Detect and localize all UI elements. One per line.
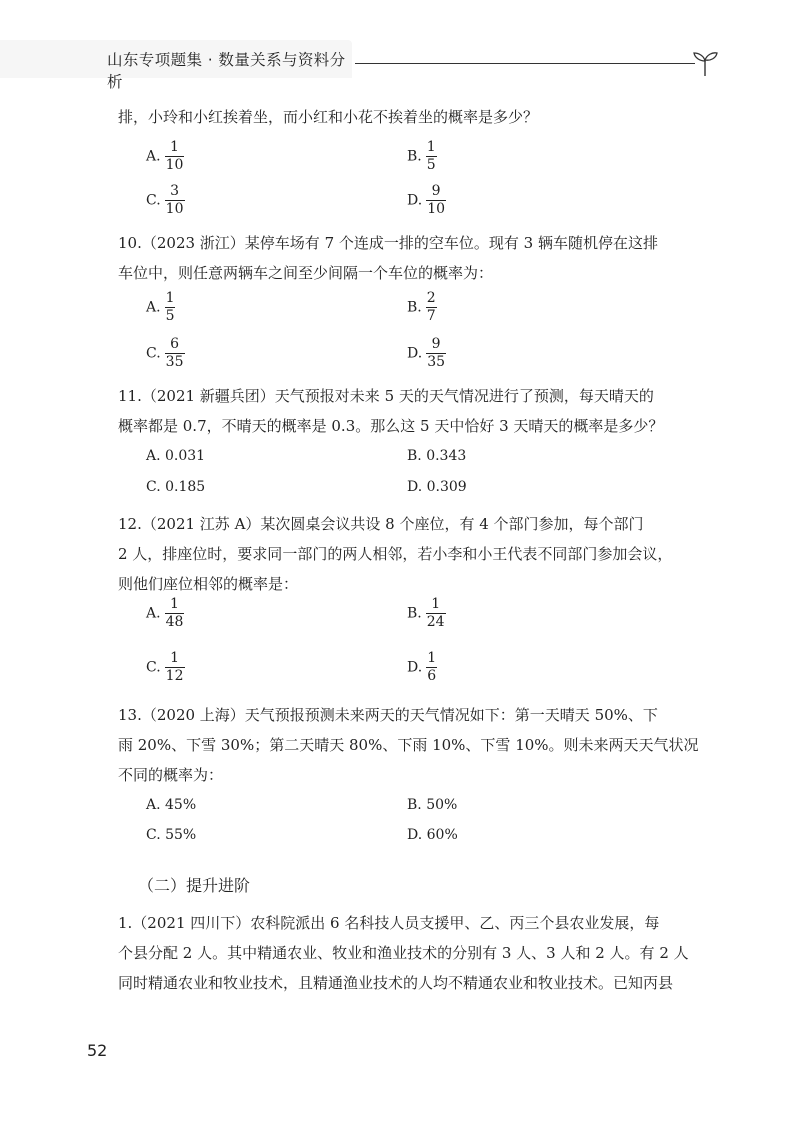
- q12-option-c: C. $\frac{1}{12}$: [146, 650, 184, 684]
- q13-option-a: A. 45%: [146, 797, 197, 813]
- q11-option-a: A. 0.031: [146, 448, 206, 464]
- q11-option-b: B. 0.343: [407, 448, 467, 464]
- q11-line-1: 11.（2021 新疆兵团）天气预报对未来 5 天的天气情况进行了预测，每天晴天的: [118, 387, 654, 405]
- sprout-icon: [690, 48, 720, 78]
- p1-line-3: 同时精通农业和牧业技术，且精通渔业技术的人均不精通农业和牧业技术。已知丙县: [118, 974, 674, 992]
- q9-option-b: B. $\frac{1}{5}$: [407, 139, 436, 173]
- p1-line-1: 1.（2021 四川下）农科院派出 6 名科技人员支援甲、乙、丙三个县农业发展，每: [118, 914, 660, 932]
- q13-option-b: B. 50%: [407, 797, 458, 813]
- running-header: [0, 40, 800, 91]
- header-rule: [355, 63, 695, 64]
- header-tab: [0, 40, 352, 91]
- q12-option-d: D. $\frac{1}{6}$: [407, 650, 437, 684]
- q12-option-b: B. $\frac{1}{24}$: [407, 596, 445, 630]
- page-number: 52: [87, 1041, 108, 1060]
- q10-option-a: A. $\frac{1}{5}$: [146, 290, 175, 324]
- q9-option-a: A. $\frac{1}{10}$: [146, 139, 184, 173]
- q13-line-1: 13.（2020 上海）天气预报预测未来两天的天气情况如下：第一天晴天 50%、下: [118, 706, 658, 724]
- q13-option-d: D. 60%: [407, 827, 458, 843]
- q12-line-1: 12.（2021 江苏 A）某次圆桌会议共设 8 个座位，有 4 个部门参加，每个部门: [118, 515, 644, 533]
- q9-option-d: D. $\frac{9}{10}$: [407, 183, 446, 217]
- q10-line-1: 10.（2023 浙江）某停车场有 7 个连成一排的空车位。现有 3 辆车随机停在这排: [118, 234, 658, 252]
- q12-line-2: 2 人，排座位时，要求同一部门的两人相邻，若小李和小王代表不同部门参加会议，: [118, 545, 673, 563]
- q9-text: 排，小玲和小红挨着坐，而小红和小花不挨着坐的概率是多少？: [118, 108, 539, 126]
- q11-line-2: 概率都是 0.7，不晴天的概率是 0.3。那么这 5 天中恰好 3 天晴天的概率是多少？: [118, 417, 664, 435]
- header-title: 山东专项题集 · 数量关系与资料分析: [107, 51, 346, 91]
- q13-option-c: C. 55%: [146, 827, 197, 843]
- q10-option-c: C. $\frac{6}{35}$: [146, 336, 184, 370]
- q10-option-b: B. $\frac{2}{7}$: [407, 290, 436, 324]
- q13-line-3: 不同的概率为：: [118, 766, 224, 784]
- q10-option-d: D. $\frac{9}{35}$: [407, 336, 446, 370]
- q11-option-d: D. 0.309: [407, 479, 467, 495]
- p1-line-2: 个县分配 2 人。其中精通农业、牧业和渔业技术的分别有 3 人、3 人和 2 人。有 2 人: [118, 944, 689, 962]
- q11-option-c: C. 0.185: [146, 479, 206, 495]
- section-title: （二）提升进阶: [138, 876, 251, 895]
- q13-line-2: 雨 20%、下雪 30%；第二天晴天 80%、下雨 10%、下雪 10%。则未来两天天气状况: [118, 736, 699, 754]
- q9-option-c: C. $\frac{3}{10}$: [146, 183, 184, 217]
- q12-option-a: A. $\frac{1}{48}$: [146, 596, 184, 630]
- q12-line-3: 则他们座位相邻的概率是：: [118, 575, 299, 593]
- q10-line-2: 车位中，则任意两辆车之间至少间隔一个车位的概率为：: [118, 264, 494, 282]
